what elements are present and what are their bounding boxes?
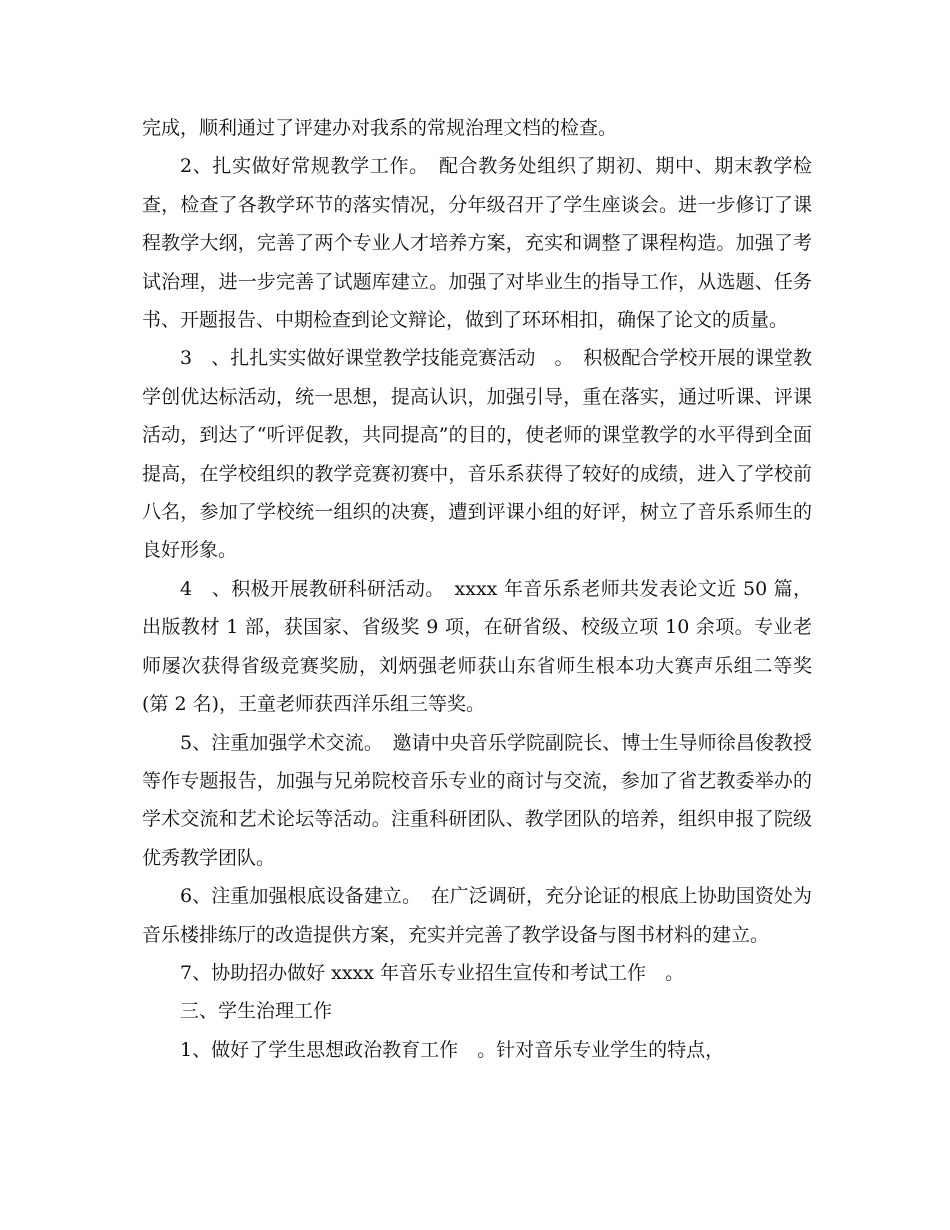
section-heading: 三、学生治理工作 — [180, 1000, 333, 1023]
paragraph-item-7: 7、协助招办做好 xxxx 年音乐专业招生宣传和考试工作 。 — [180, 961, 685, 984]
paragraph-item-6: 6、注重加强根底设备建立。 在广泛调研，充分论证的根底上协助国资处为音乐楼排练厅的改造提供方案，充实并完善了教学设备与图书材料的建立。 — [142, 885, 812, 946]
paragraph-item-3: 3 、扎扎实实做好课堂教学技能竞赛活动 。 积极配合学校开展的课堂教学创优达标活动，统一思想，提高认识，加强引导，重在落实，通过听课、评课活动，到达了“听评促教，共同提高”的目的，使老师的课堂教学的水平得到全面提高，在学校组织的教学竞赛初赛中，音乐系获得了较好的成绩，进入了学校前八名，参加了学校统一组织的决赛，遭到评课小组的好评，树立了音乐系师生的良好形象。 — [142, 347, 812, 562]
paragraph-item-1: 1、做好了学生思想政治教育工作 。针对音乐专业学生的特点， — [180, 1038, 725, 1061]
paragraph-item-5: 5、注重加强学术交流。 邀请中央音乐学院副院长、博士生导师徐昌俊教授等作专题报告，加强与兄弟院校音乐专业的商讨与交流，参加了省艺教委举办的学术交流和艺术论坛等活动。注重科研团队、教学团队的培养，组织申报了院级优秀教学团队。 — [142, 731, 812, 869]
paragraph-continuation: 完成，顺利通过了评建办对我系的常规治理文档的检查。 — [142, 117, 618, 139]
paragraph-item-2: 2、扎实做好常规教学工作。 配合教务处组织了期初、期中、期末教学检查，检查了各教学环节的落实情况，分年级召开了学生座谈会。进一步修订了课程教学大纲，完善了两个专业人才培养方案，充实和调整了课程构造。加强了考试治理，进一步完善了试题库建立。加强了对毕业生的指导工作，从选题、任务书、开题报告、中期检查到论文辩论，做到了环环相扣，确保了论文的质量。 — [142, 155, 812, 332]
document-body — [142, 109, 812, 1069]
paragraph-item-4: 4 、积极开展教研科研活动。 xxxx 年音乐系老师共发表论文近 50 篇，出版教材 1 部，获国家、省级奖 9 项，在研省级、校级立项 10 余项。专业老师屡次获得省级竞赛奖励，刘炳强老师获山东省师生根本功大赛声乐组二等奖(第 2 名)，王童老师获西洋乐组三等奖。 — [142, 577, 812, 716]
